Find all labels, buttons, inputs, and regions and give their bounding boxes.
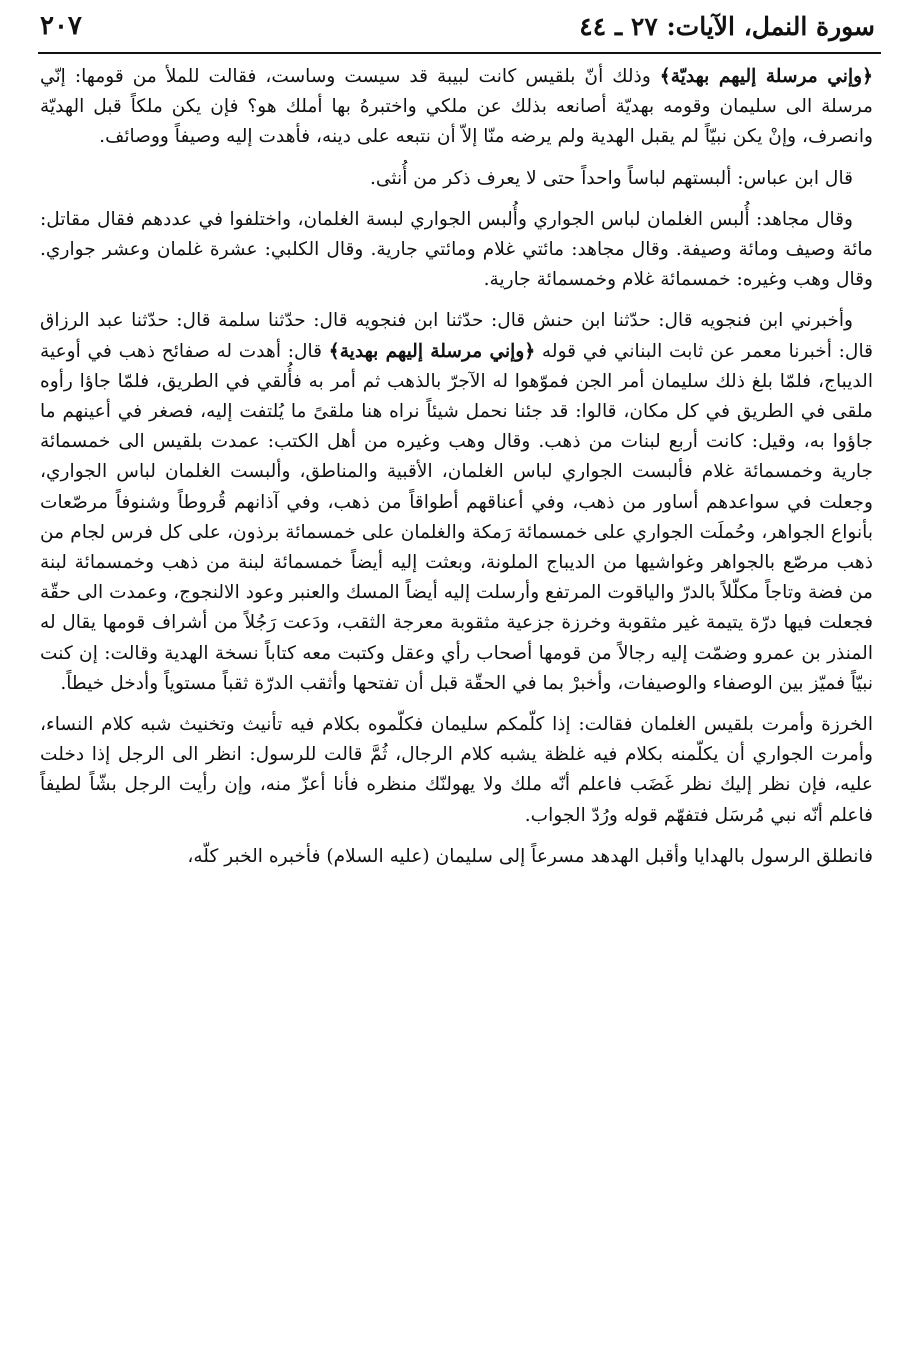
quran-bracket-close: ﴾	[328, 340, 340, 362]
paragraph-4-text-after: قال: أهدت له صفائح ذهب في أوعية الديباج، فلمّا بلغ ذلك سليمان أمر الجن فموّهوا له الآجرّ بالذهب ثم أمر به فأُلقي في الطريق، فلمّا جاؤا رأوه ملقى في الطريق في كل مكان، قالوا: قد جئنا نحمل شيئاً نراه هنا ملقىً ما يُلتفت إليه، فصغر في أعينهم ما جاؤوا به، وقيل: كانت أربع لبنات من ذهب. وقال وهب وغيره من أهل الكتب: عمدت بلقيس الى خمسمائة جارية وخمسمائة غلام فألبست الجواري لباس الغلمان، الأقبية والمناطق، وألبست الغلمان لباس الجواري، وجعلت في سواعدهم أساور من ذهب، وفي أعناقهم أطواقاً من ذهب، وفي آذانهم قُروطاً وشنوفاً مرصّعات بأنواع الجواهر، وحُملَت الجواري على خمسمائة رَمكة والغلمان على خمسمائة برذون، على كل فرس لجام من ذهب مرصّع بالجواهر وغواشيها من الديباج الملونة، وبعثت إليه أيضاً خمسمائة لبنة من ذهب وخمسمائة لبنة من فضة وتاجاً مكلّلاً بالدرّ والياقوت المرتفع وأرسلت إليه أيضاً المسك والعنبر وعود الالنجوج، وعمدت الى حقّة فجعلت فيها درّة يتيمة غير مثقوبة وخرزة جزعية مثقوبة معرجة الثقب، ودَعت رَجُلاً من أشراف قومها يقال له المنذر بن عمرو وضمّت إليه رجالاً من قومها أصحاب رأي وعقل وكتبت معه كتاباً نسخة الهدية وقالت: إن كنت نبيّاً فميّز بين الوصفاء والوصيفات، وأخبرْ بما في الحقّة قبل أن تفتحها وأثقب الدرّة ثقباً مستوياً وأدخل خيطاً.	[40, 340, 873, 694]
page-number: ٢٠٧	[40, 11, 82, 41]
body-text	[40, 62, 873, 872]
header-divider	[38, 52, 881, 54]
paragraph-2: قال ابن عباس: ألبستهم لباساً واحداً حتى لا يعرف ذكر من أُنثى.	[370, 167, 853, 189]
quran-quote: وإني مرسلة إليهم بهدية	[339, 340, 525, 362]
quran-quote: وإني مرسلة إليهم بهديّة	[670, 66, 863, 87]
paragraph-3: وقال مجاهد: أُلبس الغلمان لباس الجواري وأُلبس الجواري لبسة الغلمان، واختلفوا في عددهم فقال مقاتل: مائة وصيف ومائة وصيفة. وقال مجاهد: مائتي غلام ومائتي جارية. وقال الكلبي: عشرة غلمان وعشر جواري. وقال وهب وغيره: خمسمائة غلام وخمسمائة جارية.	[40, 208, 873, 291]
quran-bracket-open: ﴿	[524, 340, 536, 362]
quran-bracket-open: ﴿	[862, 66, 874, 87]
paragraph-4-text-before: وأخبرني ابن فنجويه قال: حدّثنا ابن حنش قال: حدّثنا ابن فنجويه قال: حدّثنا سلمة قال: حدّثنا عبد الرزاق قال: أخبرنا معمر عن ثابت البناني في قوله	[40, 310, 873, 362]
page-header	[40, 6, 875, 46]
quran-bracket-close: ﴾	[659, 66, 671, 87]
paragraph-6: فانطلق الرسول بالهدايا وأقبل الهدهد مسرعاً إلى سليمان (عليه السلام) فأخبره الخبر كلّه،	[187, 845, 873, 867]
running-title: سورة النمل، الآيات: ٢٧ ـ ٤٤	[579, 11, 875, 41]
paragraph-5: الخرزة وأمرت بلقيس الغلمان فقالت: إذا كلّمكم سليمان فكلّموه بكلام فيه تأنيث وتخنيث شبه كلام النساء، وأمرت الجواري أن يكلّمنه بكلام فيه غلظة يشبه كلام الرجال، ثُمَّ قالت للرسول: انظر الى الرجل إذا دخلت عليه، فإن نظر إليك نظر غَضَب فاعلم أنّه ملك ولا يهولنّك منظره فأنا أعزّ منه، وإن رأيت الرجل بشّاً لطيفاً فاعلم أنّه نبي مُرسَل فتفهّم قوله ورُدّ الجواب.	[40, 714, 873, 826]
paragraph-4	[40, 306, 873, 699]
paragraph-1-text: وذلك أنّ بلقيس كانت لبيبة قد سيست وساست، فقالت للملأ من قومها: إنّي مرسلة الى سليمان وقومه بهديّة أصانعه بذلك عن ملكي واختبرهُ بها أملك هو؟ فإن يكن ملكاً قبل الهديّة وانصرف، وإنْ يكن نبيّاً لم يقبل الهدية ولم يرضه منّا إلاّ أن نتبعه على دينه، فأهدت إليه وصيفاً ووصائف.	[40, 66, 873, 148]
paragraph-1	[40, 62, 873, 153]
